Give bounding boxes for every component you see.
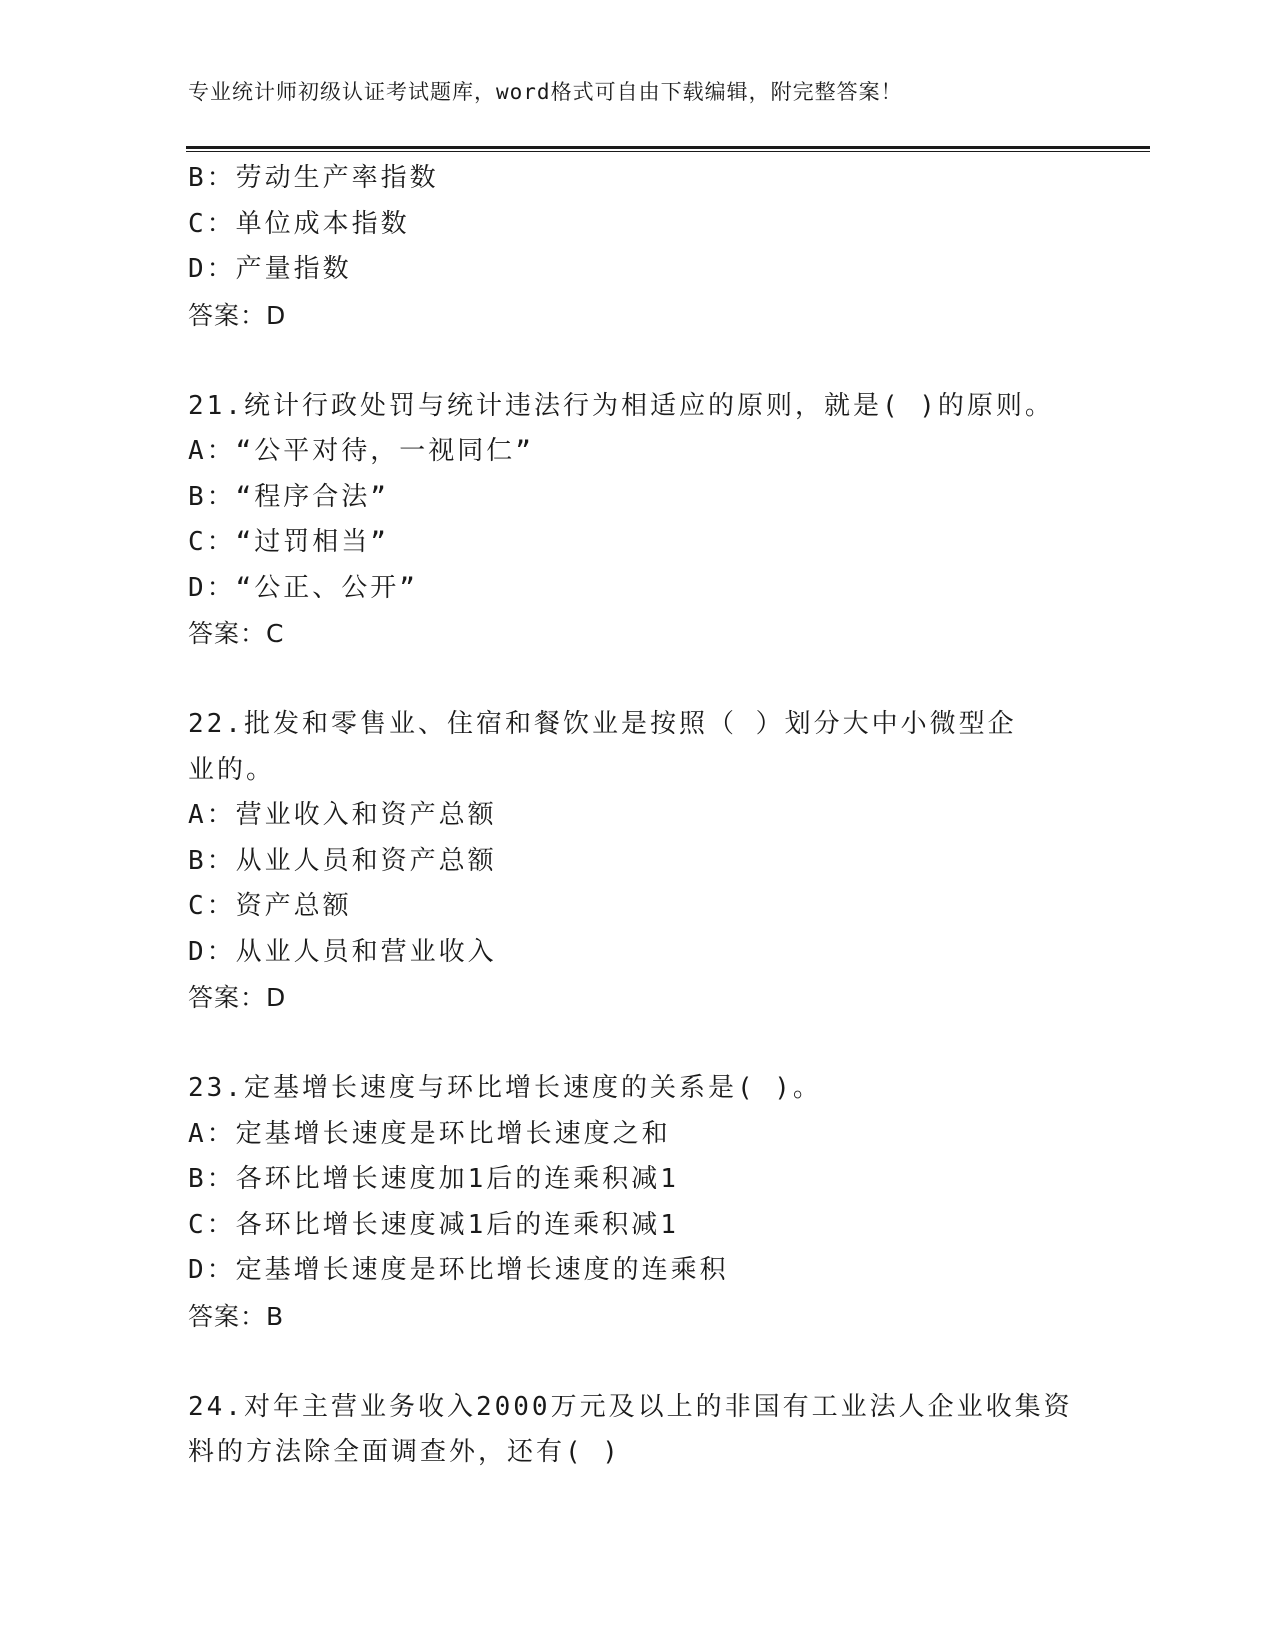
question-23 [188,1066,1088,1339]
answer-line: 答案：D [188,983,287,1012]
option-c: C：各环比增长速度减1后的连乘积减1 [188,1209,679,1240]
question-stem: 24.对年主营业务收入2000万元及以上的非国有工业法人企业收集资 [188,1391,1073,1422]
header-rule-thin [186,151,1150,152]
spacer [188,1339,1088,1385]
option-b: B：各环比增长速度加1后的连乘积减1 [188,1164,679,1194]
question-stem: 21.统计行政处罚与统计违法行为相适应的原则，就是( )的原则。 [188,390,1054,421]
page-header: 专业统计师初级认证考试题库，word格式可自由下载编辑，附完整答案！ [188,80,903,104]
question-stem-cont: 料的方法除全面调查外，还有( ) [188,1437,621,1467]
answer-line: 答案：C [188,619,285,648]
option-a: A：“公平对待，一视同仁” [188,436,534,466]
answer-line: 答案：B [188,1301,285,1331]
question-22 [188,702,1088,1021]
option-d: D：从业人员和营业收入 [188,936,497,967]
spacer [188,338,1088,384]
option-c: C：资产总额 [188,891,352,921]
spacer [188,657,1088,703]
option-d: D：“公正、公开” [188,572,418,603]
question-stem: 22.批发和零售业、住宿和餐饮业是按照（ ）划分大中小微型企 [188,709,1017,739]
question-24 [188,1385,1088,1476]
option-c: C：单位成本指数 [188,208,410,239]
spacer [188,1021,1088,1067]
option-a: A：营业收入和资产总额 [188,800,497,830]
question-content [188,156,1088,1476]
prev-question-block [188,156,1088,338]
option-b: B：从业人员和资产总额 [188,845,497,876]
question-stem: 23.定基增长速度与环比增长速度的关系是( )。 [188,1073,822,1103]
option-a: A：定基增长速度是环比增长速度之和 [188,1118,671,1149]
question-stem-cont: 业的。 [188,754,276,785]
option-d: D：产量指数 [188,254,352,284]
header-rule-thick [186,146,1150,149]
question-21 [188,384,1088,657]
option-c: C：“过罚相当” [188,527,389,557]
option-b: B：劳动生产率指数 [188,163,439,193]
option-d: D：定基增长速度是环比增长速度的连乘积 [188,1255,729,1285]
option-b: B：“程序合法” [188,481,389,512]
answer-line: 答案：D [188,300,287,330]
